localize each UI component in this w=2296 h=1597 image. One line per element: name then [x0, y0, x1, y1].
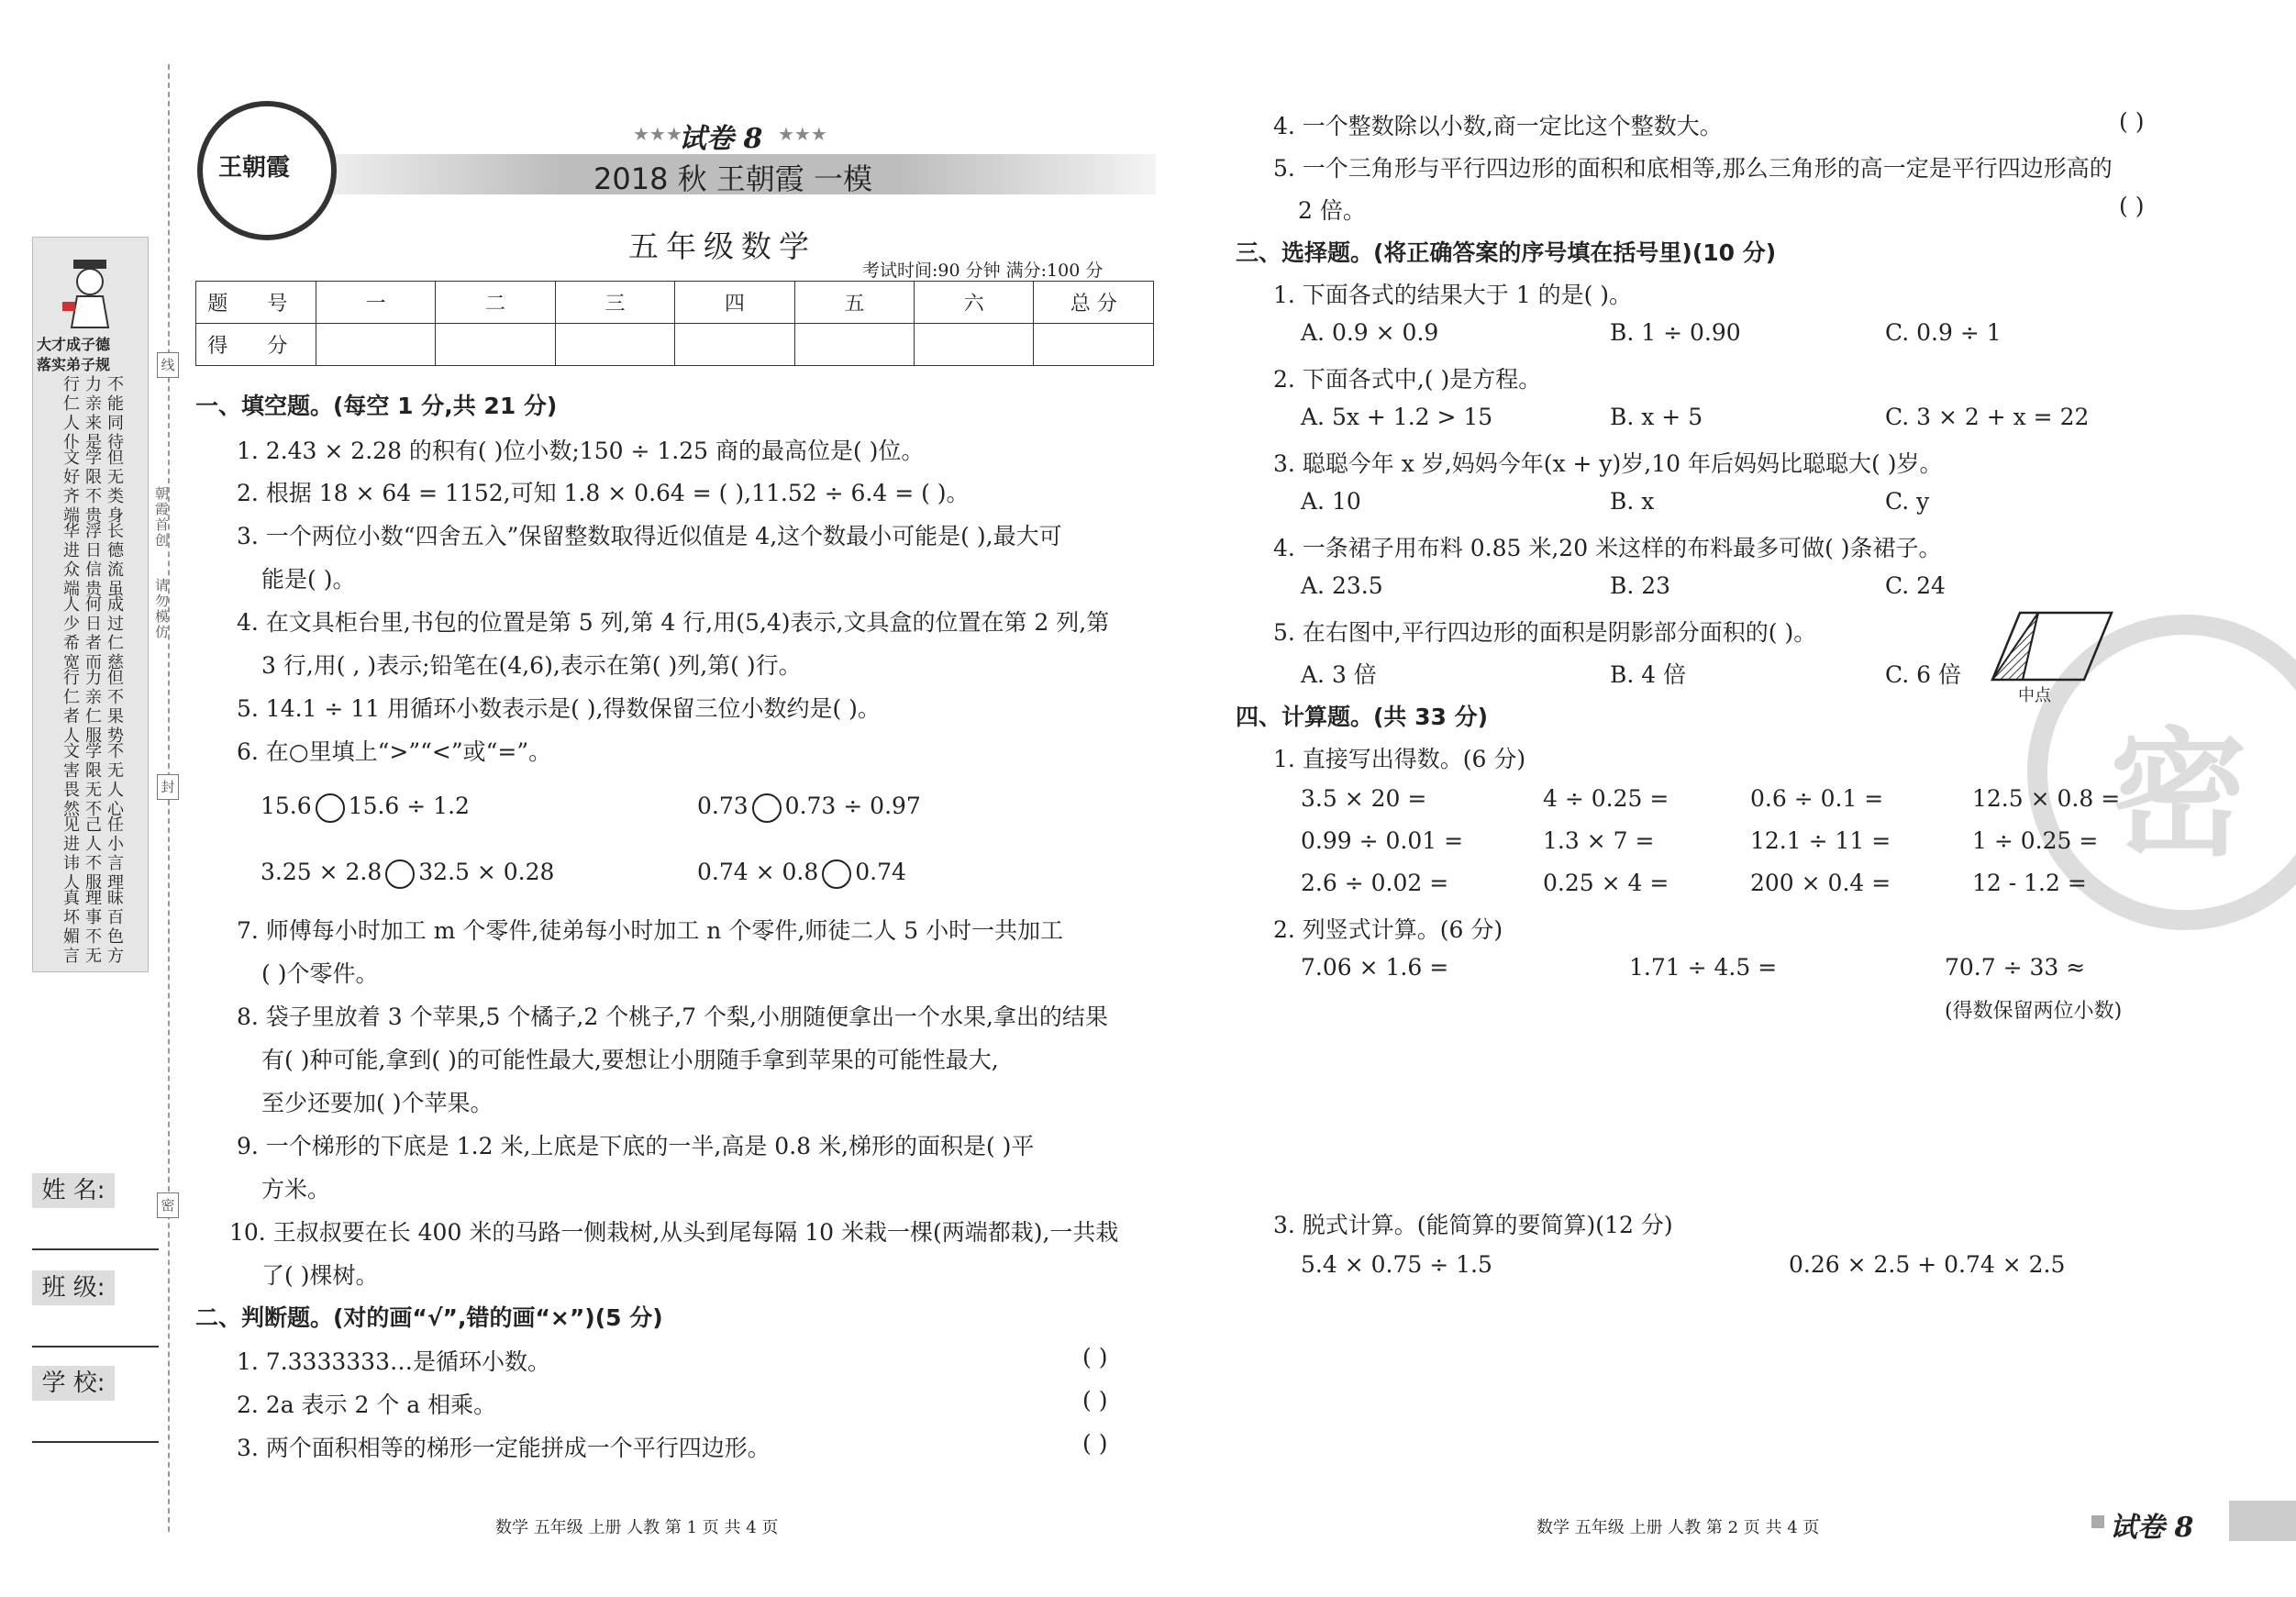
- score-value-row: [196, 324, 1154, 366]
- judge-item: 3. 两个面积相等的梯形一定能拼成一个平行四边形。: [237, 1435, 771, 1461]
- score-header-row: [196, 282, 1154, 324]
- score-input-cell[interactable]: [436, 324, 555, 366]
- compare-right: 32.5 × 0.28: [418, 859, 555, 885]
- question-line: 至少还要加( )个苹果。: [261, 1090, 494, 1116]
- oral-item: 12.1 ÷ 11 =: [1750, 827, 1891, 854]
- score-input-cell[interactable]: [915, 324, 1034, 366]
- motto-column: 己人不服: [83, 815, 102, 893]
- motto-panel: [32, 237, 149, 972]
- choice-option-c[interactable]: C. 0.9 ÷ 1: [1885, 319, 2002, 346]
- choice-option-a[interactable]: A. 10: [1301, 488, 1361, 515]
- vertical-item: 70.7 ÷ 33 ≈: [1945, 954, 2086, 981]
- oral-item: 0.25 × 4 =: [1543, 870, 1669, 896]
- sub-title-vertical: 2. 列竖式计算。(6 分): [1273, 916, 1503, 943]
- motto-column: 浮日信贵: [83, 522, 102, 599]
- score-table: [195, 281, 1154, 366]
- question-line: 有( )种可能,拿到( )的可能性最大,要想让小朋随手拿到苹果的可能性最大,: [261, 1047, 999, 1073]
- stars-right: ★★★: [778, 123, 827, 145]
- question-line: 5. 14.1 ÷ 11 用循环小数表示是( ),得数保留三位小数约是( )。: [237, 695, 881, 722]
- question-line: ( )个零件。: [261, 960, 379, 987]
- score-cell: 题 号: [196, 282, 316, 324]
- motto-column: 成过仁慈: [105, 595, 124, 672]
- oral-item: 12.5 × 0.8 =: [1972, 785, 2121, 812]
- score-cell: 总 分: [1034, 282, 1154, 324]
- stepwise-item: 0.26 × 2.5 + 0.74 × 2.5: [1789, 1251, 2066, 1278]
- vertical-note: (得数保留两位小数): [1945, 1000, 2123, 1023]
- sub-title-oral: 1. 直接写出得数。(6 分): [1273, 746, 1526, 772]
- compare-right: 0.74: [855, 859, 906, 885]
- stepwise-item: 5.4 × 0.75 ÷ 1.5: [1301, 1251, 1492, 1278]
- question-line: 能是( )。: [261, 566, 356, 593]
- name-line[interactable]: [32, 1248, 159, 1250]
- choice-option-b[interactable]: B. 23: [1610, 572, 1671, 599]
- choice-question: 5. 在右图中,平行四边形的面积是阴影部分面积的( )。: [1273, 619, 1817, 646]
- choice-option-a[interactable]: A. 3 倍: [1301, 661, 1377, 688]
- question-line: 4. 在文具柜台里,书包的位置是第 5 列,第 4 行,用(5,4)表示,文具盒的位置在第 2 列,第: [237, 609, 1110, 636]
- question-line: 8. 袋子里放着 3 个苹果,5 个橘子,2 个桃子,7 个梨,小朋随便拿出一个水果,拿出的结果: [237, 1004, 1108, 1030]
- motto-column: 但不果势: [105, 669, 124, 746]
- score-input-cell[interactable]: [316, 324, 435, 366]
- motto-column: 任小言理: [105, 815, 124, 893]
- oral-item: 2.6 ÷ 0.02 =: [1301, 870, 1449, 896]
- answer-bracket[interactable]: ( ): [1082, 1430, 1108, 1457]
- answer-bracket[interactable]: ( ): [2119, 193, 2145, 219]
- corner-strip: [2229, 1501, 2296, 1541]
- stars-left: ★★★: [633, 123, 682, 145]
- question-line: 3 行,用( , )表示;铅笔在(4,6),表示在第( )列,第( )行。: [261, 652, 802, 679]
- score-cell: 四: [675, 282, 794, 324]
- parallelogram-figure: [1991, 611, 2119, 697]
- motto-column: 文好齐端: [61, 449, 80, 526]
- motto-top2: 落实弟子规: [37, 356, 111, 373]
- oral-item: 4 ÷ 0.25 =: [1543, 785, 1669, 812]
- question-line: 9. 一个梯形的下底是 1.2 米,上底是下底的一半,高是 0.8 米,梯形的面积是( )平: [237, 1133, 1035, 1159]
- section2-title: 二、判断题。(对的画“√”,错的画“×”)(5 分): [195, 1304, 663, 1331]
- name-label: 姓 名:: [32, 1173, 115, 1208]
- logo-text: 王朝霞: [218, 154, 291, 182]
- oral-item: 12 - 1.2 =: [1972, 870, 2087, 896]
- compare-right: 0.73 ÷ 0.97: [784, 793, 921, 819]
- score-input-cell[interactable]: [794, 324, 914, 366]
- question-line: 10. 王叔叔要在长 400 米的马路一侧栽树,从头到尾每隔 10 米栽一棵(两端都栽),一共栽: [229, 1219, 1119, 1246]
- compare-left: 0.73: [697, 793, 749, 819]
- motto-column: 见进讳人: [61, 815, 80, 893]
- oral-item: 0.6 ÷ 0.1 =: [1750, 785, 1884, 812]
- score-cell: 六: [915, 282, 1034, 324]
- motto-column: 长德流虽: [105, 522, 124, 599]
- fold-label-1: 朝霞首创: [153, 486, 170, 549]
- choice-option-c[interactable]: C. 6 倍: [1885, 661, 1961, 688]
- compare-item: [697, 859, 906, 889]
- choice-option-b[interactable]: B. 4 倍: [1610, 661, 1687, 688]
- compare-item: [697, 793, 921, 823]
- motto-column: 昧百色方: [105, 889, 124, 966]
- compare-left: 3.25 × 2.8: [261, 859, 383, 885]
- compare-circle[interactable]: [316, 793, 345, 823]
- choice-option-c[interactable]: C. y: [1885, 488, 1930, 515]
- compare-item: [261, 793, 470, 823]
- motto-column: 学限不贵: [83, 449, 102, 526]
- choice-question: 1. 下面各式的结果大于 1 的是( )。: [1273, 282, 1633, 308]
- footer-right: 数学 五年级 上册 人教 第 2 页 共 4 页: [1536, 1518, 1820, 1537]
- vertical-item: 1.71 ÷ 4.5 =: [1629, 954, 1778, 981]
- compare-left: 0.74 × 0.8: [697, 859, 819, 885]
- choice-option-c[interactable]: C. 3 × 2 + x = 22: [1885, 404, 2090, 430]
- class-line[interactable]: [32, 1346, 159, 1347]
- motto-column: 不无人心: [105, 742, 124, 819]
- compare-right: 15.6 ÷ 1.2: [348, 793, 470, 819]
- score-cell: 得 分: [196, 324, 316, 366]
- motto-column: 文害畏然: [61, 742, 80, 819]
- motto-column: 力亲来是: [83, 375, 102, 452]
- sub-title-stepwise: 3. 脱式计算。(能简算的要简算)(12 分): [1273, 1212, 1673, 1238]
- answer-bracket[interactable]: ( ): [1082, 1387, 1108, 1414]
- paper-number: 试卷 8: [679, 123, 763, 155]
- score-input-cell[interactable]: [675, 324, 794, 366]
- motto-column: 理事不无: [83, 889, 102, 966]
- corner-dot: [2091, 1515, 2104, 1528]
- oral-item: 200 × 0.4 =: [1750, 870, 1891, 896]
- subject-title: 五年级数学: [628, 228, 816, 264]
- choice-option-a[interactable]: A. 5x + 1.2 > 15: [1301, 404, 1493, 430]
- school-label: 学 校:: [32, 1366, 115, 1401]
- choice-option-b[interactable]: B. x + 5: [1610, 404, 1703, 430]
- question-line: 3. 一个两位小数“四舍五入”保留整数取得近似值是 4,这个数最小可能是( ),最大可: [237, 523, 1062, 549]
- oral-item: 1.3 × 7 =: [1543, 827, 1655, 854]
- motto-column: 行仁人仆: [61, 375, 80, 452]
- section3-title: 三、选择题。(将正确答案的序号填在括号里)(10 分): [1236, 239, 1777, 266]
- question-line: 6. 在○里填上“>”“<”或“=”。: [237, 738, 552, 765]
- judge-item: 1. 7.3333333…是循环小数。: [237, 1348, 550, 1375]
- compare-item: [261, 859, 554, 889]
- choice-option-a[interactable]: A. 0.9 × 0.9: [1301, 319, 1439, 346]
- score-cell: 二: [436, 282, 555, 324]
- motto-column: 人少希宽: [61, 595, 80, 672]
- question-line: 7. 师傅每小时加工 m 个零件,徒弟每小时加工 n 个零件,师徒二人 5 小时一共加工: [237, 917, 1064, 944]
- judge-item: 2 倍。: [1298, 197, 1366, 224]
- score-input-cell[interactable]: [1034, 324, 1154, 366]
- section4-title: 四、计算题。(共 33 分): [1236, 704, 1489, 730]
- paper-title: 2018 秋 王朝霞 一模: [593, 161, 872, 196]
- oral-item: 1 ÷ 0.25 =: [1972, 827, 2099, 854]
- fold-mark-secret: 密: [157, 1192, 179, 1218]
- motto-column: 力亲仁服: [83, 669, 102, 746]
- score-cell: 五: [794, 282, 914, 324]
- motto-column: 不能同待: [105, 375, 124, 452]
- answer-bracket[interactable]: ( ): [2119, 108, 2145, 135]
- motto-column: 真坏媚言: [61, 889, 80, 966]
- exam-meta: 考试时间:90 分钟 满分:100 分: [862, 261, 1104, 281]
- question-line: 2. 根据 18 × 64 = 1152,可知 1.8 × 0.64 = ( ),11.52 ÷ 6.4 = ( )。: [237, 480, 970, 506]
- fold-label-2: 请勿模仿: [153, 578, 170, 640]
- vertical-item: 7.06 × 1.6 =: [1301, 954, 1449, 981]
- school-line[interactable]: [32, 1441, 159, 1443]
- compare-left: 15.6: [261, 793, 312, 819]
- question-line: 了( )棵树。: [261, 1262, 379, 1289]
- motto-column: 行仁者人: [61, 669, 80, 746]
- choice-option-b[interactable]: B. 1 ÷ 0.90: [1610, 319, 1741, 346]
- scholar-illustration: [53, 256, 127, 329]
- section1-title: 一、填空题。(每空 1 分,共 21 分): [195, 393, 558, 419]
- score-cell: 三: [555, 282, 674, 324]
- compare-circle[interactable]: [385, 859, 415, 889]
- fold-mark-line: 线: [157, 352, 179, 378]
- oral-item: 0.99 ÷ 0.01 =: [1301, 827, 1464, 854]
- motto-column: 学限无不: [83, 742, 102, 819]
- oral-item: 3.5 × 20 =: [1301, 785, 1427, 812]
- choice-question: 3. 聪聪今年 x 岁,妈妈今年(x + y)岁,10 年后妈妈比聪聪大( )岁。: [1273, 450, 1943, 477]
- corner-badge: 试卷 8: [2110, 1512, 2194, 1544]
- motto-column: 华进众端: [61, 522, 80, 599]
- motto-column: 何日者而: [83, 595, 102, 672]
- footer-left: 数学 五年级 上册 人教 第 1 页 共 4 页: [495, 1518, 779, 1537]
- compare-circle[interactable]: [752, 793, 782, 823]
- choice-question: 4. 一条裙子用布料 0.85 米,20 米这样的布料最多可做( )条裙子。: [1273, 535, 1942, 561]
- motto-top: 大才成子德: [37, 336, 111, 353]
- score-input-cell[interactable]: [555, 324, 674, 366]
- midpoint-label: 中点: [2018, 686, 2051, 705]
- class-label: 班 级:: [32, 1270, 115, 1305]
- judge-item: 4. 一个整数除以小数,商一定比这个整数大。: [1273, 113, 1723, 139]
- fold-mark-seal: 封: [157, 774, 179, 800]
- choice-option-b[interactable]: B. x: [1610, 488, 1655, 515]
- question-line: 1. 2.43 × 2.28 的积有( )位小数;150 ÷ 1.25 商的最高位是( )位。: [237, 438, 925, 464]
- judge-item: 5. 一个三角形与平行四边形的面积和底相等,那么三角形的高一定是平行四边形高的: [1273, 155, 2113, 182]
- choice-option-a[interactable]: A. 23.5: [1301, 572, 1383, 599]
- score-cell: 一: [316, 282, 435, 324]
- watermark-seal-char: 密: [2110, 715, 2248, 875]
- judge-item: 2. 2a 表示 2 个 a 相乘。: [237, 1392, 497, 1418]
- choice-question: 2. 下面各式中,( )是方程。: [1273, 366, 1542, 393]
- question-line: 方米。: [261, 1176, 331, 1203]
- choice-option-c[interactable]: C. 24: [1885, 572, 1946, 599]
- compare-circle[interactable]: [822, 859, 851, 889]
- answer-bracket[interactable]: ( ): [1082, 1344, 1108, 1370]
- motto-column: 但无类身: [105, 449, 124, 526]
